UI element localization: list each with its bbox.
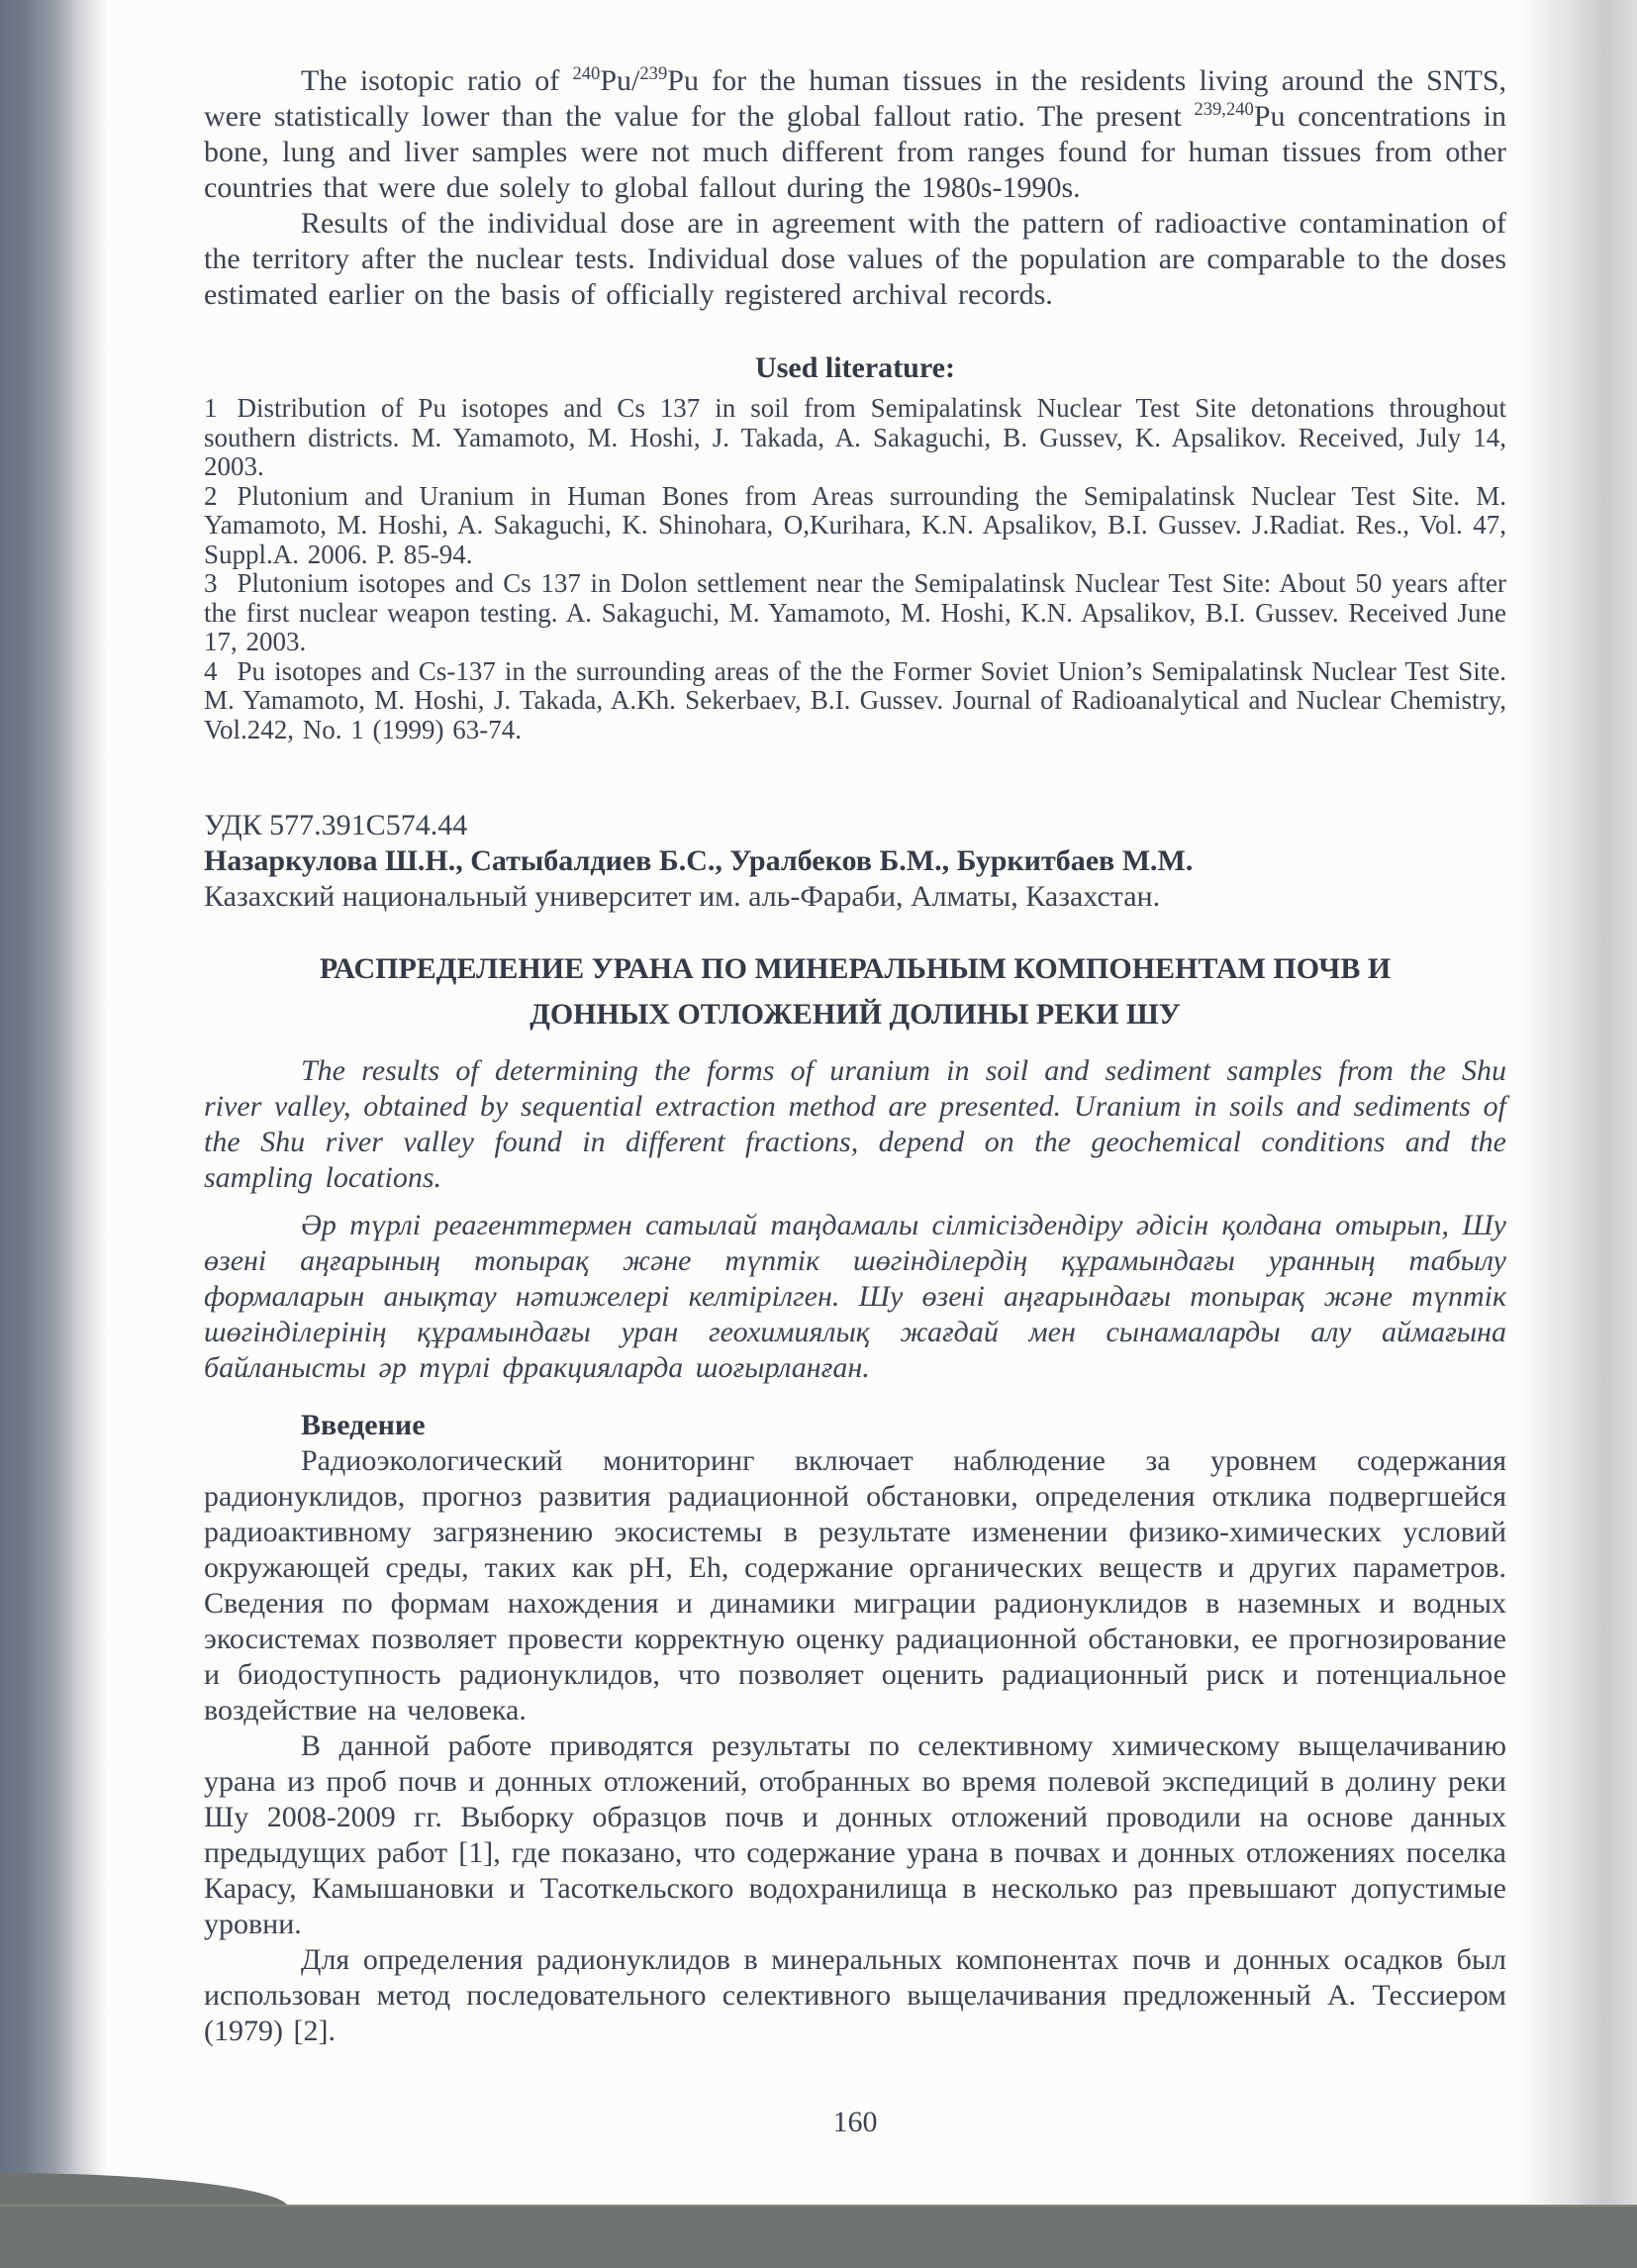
introduction-paragraph-3: Для определения радионуклидов в минеральных компонентах почв и донных осадков был использован метод последовательного селективного выщелачивания предложенный А. Тессиером (1979) [2].	[204, 1943, 1506, 2047]
reference-item-2	[204, 482, 1506, 570]
udc-number: УДК 577.391С574.44	[204, 809, 468, 841]
introduction-heading: Введение	[301, 1409, 426, 1441]
reference-text: Distribution of Pu isotopes and Cs 137 in soil from Semipalatinsk Nuclear Test Site detonations throughout southern districts. M. Yamamoto, M. Hoshi, J. Takada, A. Sakaguchi, B. Gussev, K. Apsalikov. Received, July 14, 2003.	[204, 393, 1506, 481]
page-number: 160	[832, 2106, 878, 2138]
scan-bottom-band	[0, 2205, 1637, 2268]
article-title	[204, 946, 1506, 1037]
abstract-kazakh: Әр түрлі реагенттермен сатылай таңдамалы сілтісіздендіру әдісін қолдана отырып, Шу өзені аңғарының топырақ және түптік шөгінділердің құрамындағы уранның табылу формаларын анықтау нәтижелері келтірілген. Шу өзені аңғарындағы топырақ және түптік шөгінділерінің құрамындағы уран геохимиялық жағдай мен сынамаларды алу аймағына байланысты әр түрлі фракцияларда шоғырланған.	[204, 1209, 1506, 1384]
title-line-2: ДОННЫХ ОТЛОЖЕНИЙ ДОЛИНЫ РЕКИ ШУ	[530, 998, 1181, 1031]
reference-item-4	[204, 657, 1506, 745]
abstract-english: The results of determining the forms of uranium in soil and sediment samples from the Shu river valley, obtained by sequential extraction method are presented. Uranium in soils and sediments of the Shu river valley found in different fractions, depend on the geochemical conditions and the sampling locations.	[204, 1054, 1506, 1194]
superscript-mass-number: 239	[639, 63, 668, 84]
reference-list	[204, 394, 1506, 744]
reference-item-1	[204, 394, 1506, 482]
reference-number: 1	[204, 393, 218, 423]
text-segment: Pu for the human tissues in the residents living around the SNTS, were statistically lower than the value for the global fallout ratio. The present	[204, 64, 1507, 133]
reference-number: 2	[204, 480, 218, 511]
reference-text: Pu isotopes and Cs-137 in the surrounding areas of the the Former Soviet Union’s Semipalatinsk Nuclear Test Site. M. Yamamoto, M. Hoshi, J. Takada, A.Kh. Sekerbaev, B.I. Gussev. Journal of Radioanalytical and Nuclear Chemistry, Vol.242, No. 1 (1999) 63-74.	[204, 655, 1506, 744]
reference-number: 4	[204, 655, 218, 686]
affiliation-line: Казахский национальный университет им. аль-Фараби, Алматы, Казахстан.	[204, 880, 1161, 913]
introduction-paragraph-2: В данной работе приводятся результаты по селективному химическому выщелачиванию урана из проб почв и донных отложений, отобранных во время полевой экспедиций в долину реки Шу 2008-2009 гг. Выборку образцов почв и донных отложений проводили на основе данных предыдущих работ [1], где показано, что содержание урана в почвах и донных отложениях поселка Карасу, Камышановки и Тасоткельского водохранилища в несколько раз превышают допустимые уровни.	[204, 1729, 1506, 1940]
superscript-mass-number: 239,240	[1194, 99, 1254, 120]
reference-text: Plutonium isotopes and Cs 137 in Dolon settlement near the Semipalatinsk Nuclear Test Site: About 50 years after the first nuclear weapon testing. A. Sakaguchi, M. Yamamoto, M. Hoshi, K.N. Apsalikov, B.I. Gussev. Received June 17, 2003.	[204, 568, 1506, 656]
text-segment: The isotopic ratio of	[301, 64, 573, 97]
reference-item-3	[204, 569, 1506, 657]
scan-corner-shadow	[0, 2173, 289, 2209]
text-segment: Pu concentrations in bone, lung and liver samples were not much different from ranges found for human tissues from other countries that were due solely to global fallout during the 1980s-1990s.	[204, 100, 1506, 204]
used-literature-heading: Used literature:	[755, 351, 955, 384]
superscript-mass-number: 240	[572, 63, 601, 84]
introduction-paragraph-1: Радиоэкологический мониторинг включает наблюдение за уровнем содержания радионуклидов, прогноз развития радиационной обстановки, определения отклика подвергшейся радиоактивному загрязнению экосистемы в результате изменении физико-химических условий окружающей среды, таких как pH, Eh, содержание органических веществ и других параметров. Сведения по формам нахождения и динамики миграции радионуклидов в наземных и водных экосистемах позволяет провести корректную оценку радиационной обстановки, ее прогнозирование и биодоступность радионуклидов, что позволяет оценить радиационный риск и потенциальное воздействие на человека.	[204, 1444, 1506, 1726]
authors-line: Назаркулова Ш.Н., Сатыбалдиев Б.С., Уралбеков Б.М., Буркитбаев М.М.	[204, 844, 1194, 877]
text-segment: Pu/	[600, 64, 640, 97]
reference-number: 3	[204, 568, 218, 598]
paragraph-individual-dose: Results of the individual dose are in agreement with the pattern of radioactive contamination of the territory after the nuclear tests. Individual dose values of the population are comparable to the doses estimated earlier on the basis of officially registered archival records.	[204, 207, 1506, 311]
title-line-1: РАСПРЕДЕЛЕНИЕ УРАНА ПО МИНЕРАЛЬНЫМ КОМПОНЕНТАМ ПОЧВ И	[319, 952, 1392, 985]
reference-text: Plutonium and Uranium in Human Bones from Areas surrounding the Semipalatinsk Nuclear Test Site. M. Yamamoto, M. Hoshi, A. Sakaguchi, K. Shinohara, O,Kurihara, K.N. Apsalikov, B.I. Gussev. J.Radiat. Res., Vol. 47, Suppl.A. 2006. P. 85-94.	[204, 480, 1506, 569]
paragraph-isotopic-ratio	[204, 63, 1506, 206]
